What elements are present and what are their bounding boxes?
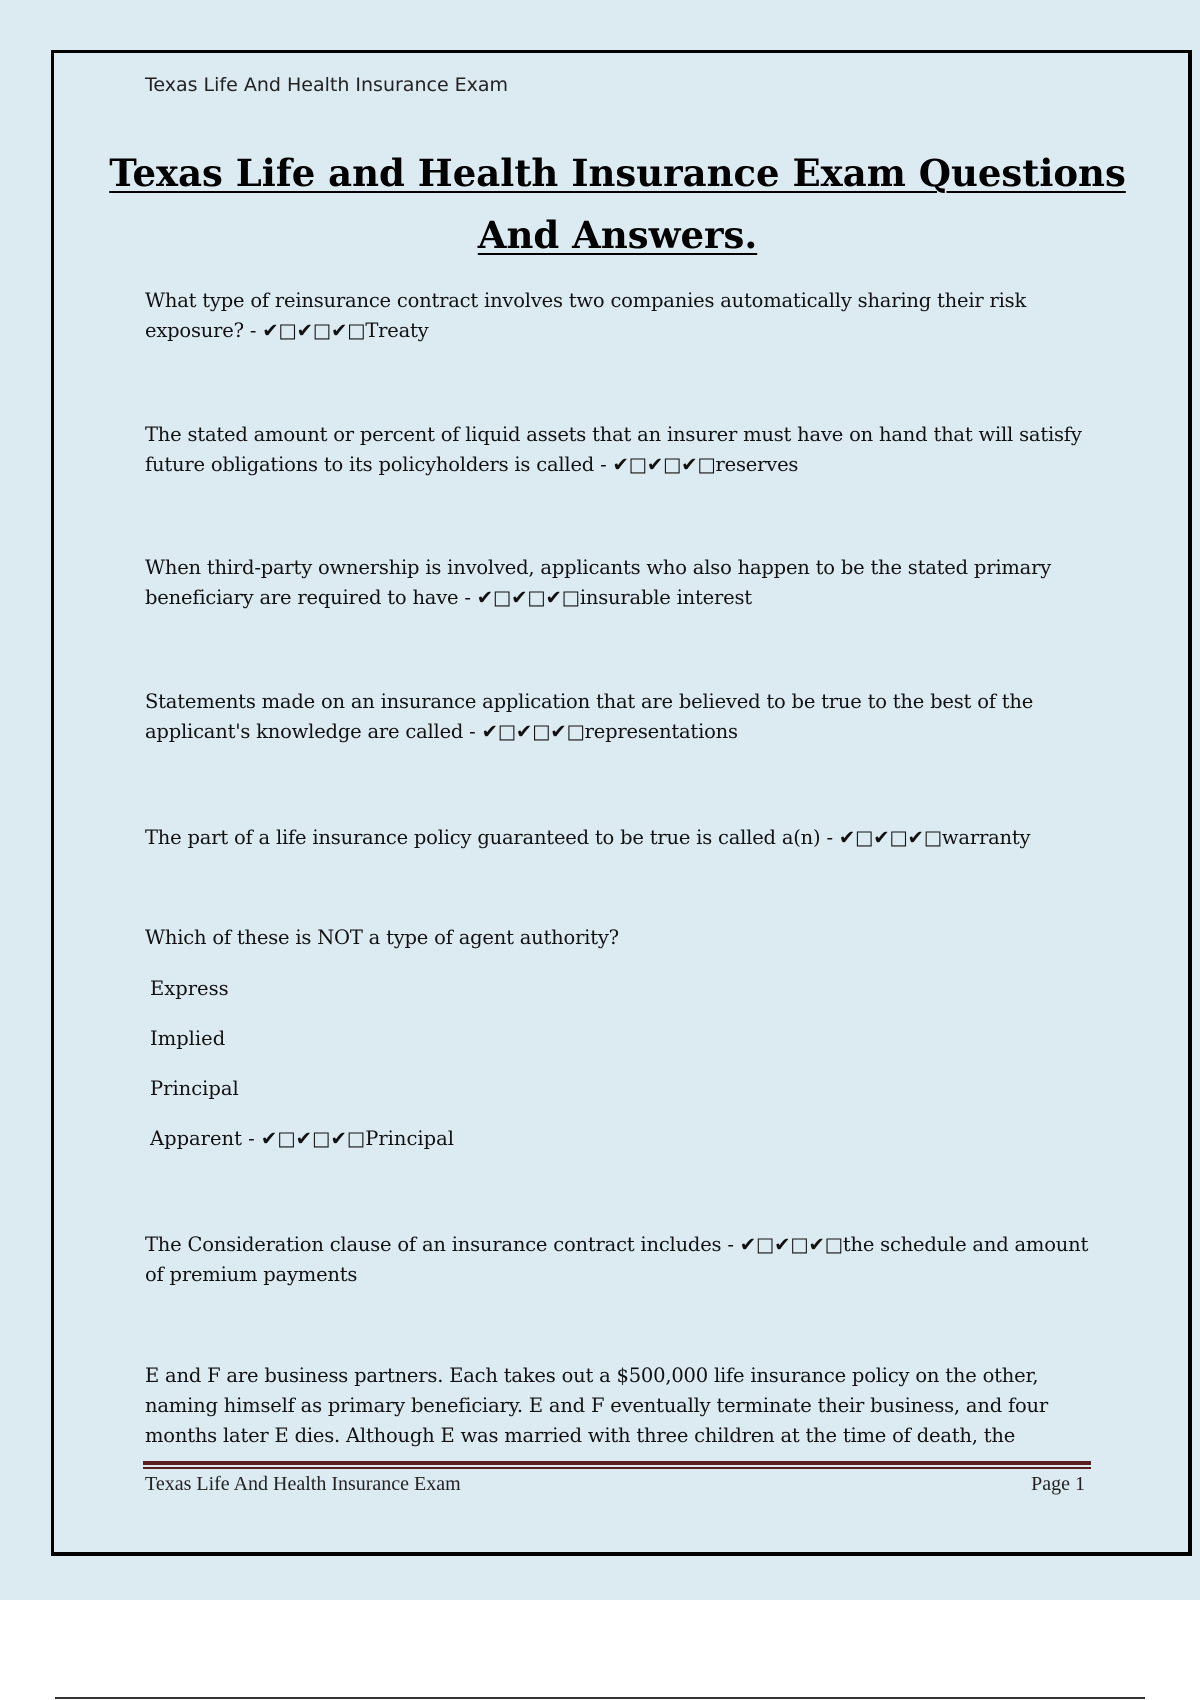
- question-6: Which of these is NOT a type of agent authority?: [145, 926, 619, 949]
- footer-rule-thin: [143, 1467, 1091, 1469]
- title-line-2: And Answers.: [477, 213, 758, 257]
- option-apparent-answer: Apparent - ✔□✔□✔□Principal: [150, 1127, 454, 1150]
- document-title: [100, 142, 1135, 266]
- footer-rule: [143, 1461, 1091, 1465]
- question-8: E and F are business partners. Each takes out a $500,000 life insurance policy on the other, naming himself as primary beneficiary. E and F eventually terminate their business, and four months later E dies. Although E was married with three children at the time of death, the: [145, 1364, 1049, 1447]
- page-number: Page 1: [1031, 1473, 1085, 1495]
- question-2: The stated amount or percent of liquid assets that an insurer must have on hand that will satisfy future obligations to its policyholders is called - ✔□✔□✔□reserves: [145, 423, 1082, 476]
- running-header: Texas Life And Health Insurance Exam: [145, 74, 509, 96]
- question-1: What type of reinsurance contract involves two companies automatically sharing their risk exposure? - ✔□✔□✔□Treaty: [145, 289, 1027, 342]
- question-7: The Consideration clause of an insurance contract includes - ✔□✔□✔□the schedule and amount of premium payments: [145, 1233, 1089, 1286]
- footer-title: Texas Life And Health Insurance Exam: [145, 1473, 461, 1495]
- question-5: The part of a life insurance policy guaranteed to be true is called a(n) - ✔□✔□✔□warranty: [145, 826, 1031, 849]
- option-express: Express: [150, 977, 229, 1000]
- option-principal: Principal: [150, 1077, 239, 1100]
- option-implied: Implied: [150, 1027, 226, 1050]
- next-page-divider: [55, 1697, 1145, 1699]
- page-border: [51, 50, 1192, 1556]
- question-3: When third-party ownership is involved, applicants who also happen to be the stated primary beneficiary are required to have - ✔□✔□✔□insurable interest: [145, 556, 1052, 609]
- title-line-1: Texas Life and Health Insurance Exam Questions: [109, 151, 1126, 195]
- question-4: Statements made on an insurance application that are believed to be true to the best of the applicant's knowledge are called - ✔□✔□✔□representations: [145, 690, 1034, 743]
